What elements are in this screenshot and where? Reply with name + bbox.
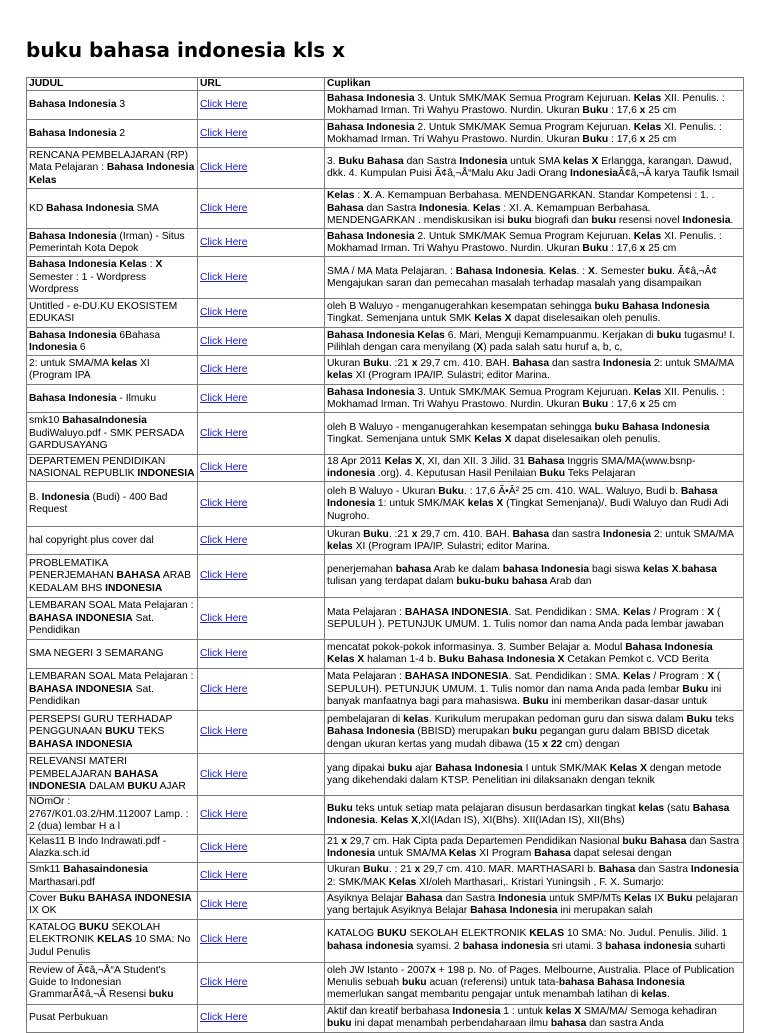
click-here-link[interactable]: Click Here (200, 1011, 248, 1023)
row-snippet: Bahasa Indonesia 2. Untuk SMK/MAK Semua Program Kejuruan. Kelas XI. Penulis. : Mokhamad Irman. Tri Wahyu Prastowo. Nurdin. Ukuran Buku : 17,6 x 25 cm (325, 229, 744, 257)
row-url (198, 640, 325, 669)
row-url (198, 555, 325, 598)
table-row (27, 834, 744, 862)
row-snippet: Ukuran Buku. :21 x 29,7 cm. 410. BAH. Bahasa dan sastra Indonesia 2: untuk SMA/MA kelas XI (Program IPA/IP. Sulastri; editor Marina. (325, 356, 744, 385)
row-url (198, 527, 325, 555)
row-url (198, 229, 325, 257)
click-here-link[interactable]: Click Here (200, 462, 248, 474)
row-url (198, 598, 325, 640)
row-title: SMA NEGERI 3 SEMARANG (27, 640, 198, 669)
click-here-link[interactable]: Click Here (200, 570, 248, 582)
click-here-link[interactable]: Click Here (200, 392, 248, 404)
row-title: Smk11 Bahasaindonesia Marthasari.pdf (27, 862, 198, 891)
row-title: Review of Ã¢â‚¬Å“A Student's Guide to Indonesian GrammarÃ¢â‚¬Â Resensi buku (27, 962, 198, 1004)
row-snippet: 3. Buku Bahasa dan Sastra Indonesia untuk SMA kelas X Erlangga, karangan. Dawud, dkk. 4. Kumpulan Puisi Ã¢â‚¬Å“Malu Aku Jadi Orang IndonesiaÃ¢â‚¬Â karya Taufik Ismail (325, 148, 744, 189)
row-title: NOmOr : 2767/K01.03.2/HM.112007 Lamp. : 2 (dua) lembar H a l (27, 796, 198, 834)
click-here-link[interactable]: Click Here (200, 127, 248, 139)
row-snippet: Buku teks untuk setiap mata pelajaran disusun berdasarkan tingkat kelas (satu Bahasa Indonesia. Kelas X,XI(IAdan IS), XI(Bhs). XII(IAdan IS), XII(Bhs) (325, 796, 744, 834)
row-url (198, 299, 325, 328)
table-row (27, 328, 744, 356)
row-snippet: Ukuran Buku. :21 x 29,7 cm. 410. BAH. Bahasa dan sastra Indonesia 2: untuk SMA/MA kelas XI (Program IPA/IP. Sulastri; editor Marina. (325, 527, 744, 555)
row-snippet: Asyiknya Belajar Bahasa dan Sastra Indonesia untuk SMP/MTs Kelas IX Buku pelajaran yang bertajuk Asyiknya Belajar Bahasa Indonesia ini merupakan salah (325, 891, 744, 919)
click-here-link[interactable]: Click Here (200, 768, 248, 780)
click-here-link[interactable]: Click Here (200, 870, 248, 882)
row-snippet: Bahasa Indonesia Kelas 6. Mari, Menguji Kemampuanmu. Kerjakan di buku tugasmu! I. Pilihlah dengan cara menyilang (X) pada salah satu huruf a, b, c, (325, 328, 744, 356)
table-row (27, 413, 744, 455)
table-row (27, 1004, 744, 1032)
row-title: PROBLEMATIKA PENERJEMAHAN BAHASA ARAB KEDALAM BHS INDONESIA (27, 555, 198, 598)
click-here-link[interactable]: Click Here (200, 202, 248, 214)
row-title: Bahasa Indonesia 6Bahasa Indonesia 6 (27, 328, 198, 356)
table-row (27, 862, 744, 891)
table-row (27, 796, 744, 834)
row-snippet: Aktif dan kreatif berbahasa Indonesia 1 : untuk kelas X SMA/MA/ Semoga kehadiran buku ini dapat menambah perbendaharaan ilmu bahasa dan sastra Anda (325, 1004, 744, 1032)
row-title: Kelas11 B Indo Indrawati.pdf - Alazka.sch.id (27, 834, 198, 862)
row-url (198, 891, 325, 919)
row-title: Bahasa Indonesia 2 (27, 120, 198, 148)
row-url (198, 834, 325, 862)
row-snippet: oleh B Waluyo - menganugerahkan kesempatan sehingga buku Bahasa Indonesia Tingkat. Semenjana untuk SMK Kelas X dapat diselesaikan oleh penulis. (325, 299, 744, 328)
row-snippet: Ukuran Buku. : 21 x 29,7 cm. 410. MAR. MARTHASARI b. Bahasa dan Sastra Indonesia 2: SMK/MAK Kelas XI/oleh Marthasari,. Kristari Yuningsih , F. X. Sumarjo: (325, 862, 744, 891)
table-row (27, 919, 744, 962)
row-url (198, 91, 325, 120)
table-row (27, 482, 744, 527)
table-row (27, 669, 744, 711)
row-url (198, 711, 325, 754)
row-url (198, 455, 325, 482)
click-here-link[interactable]: Click Here (200, 976, 248, 988)
click-here-link[interactable]: Click Here (200, 364, 248, 376)
click-here-link[interactable]: Click Here (200, 934, 248, 946)
row-snippet: 21 x 29,7 cm. Hak Cipta pada Departemen Pendidikan Nasional buku Bahasa dan Sastra Indonesia untuk SMA/MA Kelas XI Program Bahasa dapat selesai dengan (325, 834, 744, 862)
click-here-link[interactable]: Click Here (200, 427, 248, 439)
row-url (198, 189, 325, 229)
click-here-link[interactable]: Click Here (200, 307, 248, 319)
row-title: hal copyright plus cover dal (27, 527, 198, 555)
row-snippet: Bahasa Indonesia 2. Untuk SMK/MAK Semua Program Kejuruan. Kelas XI. Penulis. : Mokhamad Irman. Tri Wahyu Prastowo. Nurdin. Ukuran Buku : 17,6 x 25 cm (325, 120, 744, 148)
row-title: Bahasa Indonesia Kelas : X Semester : 1 - Wordpress Wordpress (27, 257, 198, 299)
row-snippet: yang dipakai buku ajar Bahasa Indonesia I untuk SMK/MAK Kelas X dengan metode yang dikehendaki dalam KTSP. Penelitian ini dilaksanakn dengan teknik (325, 754, 744, 796)
row-snippet: oleh JW Istanto - 2007x + 198 p. No. of Pages. Melbourne, Australia. Place of Publication Menulis sebuah buku acuan (referensi) untuk tata-bahasa Bahasa Indonesia memerlukan sangat membantu pengajar untuk menambah latihan di kelas. (325, 962, 744, 1004)
table-row (27, 555, 744, 598)
header-row (27, 78, 744, 91)
table-row (27, 356, 744, 385)
table-row (27, 754, 744, 796)
row-url (198, 796, 325, 834)
table-row (27, 711, 744, 754)
row-title: PERSEPSI GURU TERHADAP PENGGUNAAN BUKU TEKS BAHASA INDONESIA (27, 711, 198, 754)
click-here-link[interactable]: Click Here (200, 808, 248, 820)
row-title: LEMBARAN SOAL Mata Pelajaran : BAHASA INDONESIA Sat. Pendidikan (27, 598, 198, 640)
row-snippet: Mata Pelajaran : BAHASA INDONESIA. Sat. Pendidikan : SMA. Kelas / Program : X ( SEPULUH). PETUNJUK UMUM. 1. Tulis nomor dan nama Anda pada lembar Buku ini banyak manfaatnya bagi para mahasiswa. Buku ini memberikan dasar-dasar untuk (325, 669, 744, 711)
row-snippet: Kelas : X. A. Kemampuan Berbahasa. MENDENGARKAN. Standar Kompetensi : 1. . Bahasa dan Sastra Indonesia. Kelas : XI. A. Kemampuan Berbahasa. MENDENGARKAN . mendiskusikan isi buku biografi dan buku resensi novel Indonesia. (325, 189, 744, 229)
table-row (27, 299, 744, 328)
row-snippet: KATALOG BUKU SEKOLAH ELEKTRONIK KELAS 10 SMA: No. Judul. Penulis. Jilid. 1 bahasa indonesia syamsi. 2 bahasa indonesia sri utami. 3 bahasa indonesia suharti (325, 919, 744, 962)
row-snippet: pembelajaran di kelas. Kurikulum merupakan pedoman guru dan siswa dalam Buku teks Bahasa Indonesia (BBISD) merupakan buku pegangan guru dalam BBISD dicetak dengan ukuran kertas yang mudah dibawa (15 x 22 cm) dengan (325, 711, 744, 754)
click-here-link[interactable]: Click Here (200, 236, 248, 248)
table-row (27, 962, 744, 1004)
row-title: KATALOG BUKU SEKOLAH ELEKTRONIK KELAS 10 SMA: No Judul Penulis (27, 919, 198, 962)
table-row (27, 120, 744, 148)
row-url (198, 120, 325, 148)
row-snippet: penerjemahan bahasa Arab ke dalam bahasa Indonesia bagi siswa kelas X.bahasa tulisan yang terdapat dalam buku-buku bahasa Arab dan (325, 555, 744, 598)
row-url (198, 328, 325, 356)
row-url (198, 754, 325, 796)
row-snippet: Bahasa Indonesia 3. Untuk SMK/MAK Semua Program Kejuruan. Kelas XII. Penulis. : Mokhamad Irman. Tri Wahyu Prastowo. Nurdin. Ukuran Buku : 17,6 x 25 cm (325, 91, 744, 120)
row-url (198, 919, 325, 962)
row-url (198, 413, 325, 455)
row-snippet: Mata Pelajaran : BAHASA INDONESIA. Sat. Pendidikan : SMA. Kelas / Program : X ( SEPULUH ). PETUNJUK UMUM. 1. Tulis nomor dan nama Anda pada lembar jawaban (325, 598, 744, 640)
row-url (198, 862, 325, 891)
table-row (27, 148, 744, 189)
click-here-link[interactable]: Click Here (200, 498, 248, 510)
click-here-link[interactable]: Click Here (200, 162, 248, 174)
click-here-link[interactable]: Click Here (200, 612, 248, 624)
row-title: Cover Buku BAHASA INDONESIA IX OK (27, 891, 198, 919)
table-row (27, 257, 744, 299)
row-title: 2: untuk SMA/MA kelas XI (Program IPA (27, 356, 198, 385)
row-url (198, 385, 325, 413)
table-row (27, 229, 744, 257)
click-here-link[interactable]: Click Here (200, 841, 248, 853)
click-here-link[interactable]: Click Here (200, 534, 248, 546)
row-title: DEPARTEMEN PENDIDIKAN NASIONAL REPUBLIK INDONESIA (27, 455, 198, 482)
table-body (27, 91, 744, 1032)
row-title: Untitled - e-DU.KU EKOSISTEM EDUKASI (27, 299, 198, 328)
row-url (198, 257, 325, 299)
table-row (27, 527, 744, 555)
table-row (27, 891, 744, 919)
row-url (198, 148, 325, 189)
row-snippet: SMA / MA Mata Pelajaran. : Bahasa Indonesia. Kelas. : X. Semester buku. Ã¢â‚¬Â¢ Mengajukan saran dan pemecahan masalah terhadap masalah yang disampaikan (325, 257, 744, 299)
page-title: buku bahasa indonesia kls x (26, 38, 346, 62)
click-here-link[interactable]: Click Here (200, 271, 248, 283)
table-row (27, 189, 744, 229)
click-here-link[interactable]: Click Here (200, 726, 248, 738)
header-url: URL (198, 78, 325, 91)
row-url (198, 356, 325, 385)
row-title: smk10 BahasaIndonesia BudiWaluyo.pdf - SMK PERSADA GARDUSAYANG (27, 413, 198, 455)
row-snippet: mencatat pokok-pokok informasinya. 3. Sumber Belajar a. Modul Bahasa Indonesia Kelas X halaman 1-4 b. Buku Bahasa Indonesia X Cetakan Pemkot c. VCD Berita (325, 640, 744, 669)
table-row (27, 640, 744, 669)
row-title: KD Bahasa Indonesia SMA (27, 189, 198, 229)
row-title: RELEVANSI MATERI PEMBELAJARAN BAHASA INDONESIA DALAM BUKU AJAR (27, 754, 198, 796)
row-snippet: Bahasa Indonesia 3. Untuk SMK/MAK Semua Program Kejuruan. Kelas XII. Penulis. : Mokhamad Irman. Tri Wahyu Prastowo. Nurdin. Ukuran Buku : 17,6 x 25 cm (325, 385, 744, 413)
row-snippet: oleh B Waluyo - menganugerahkan kesempatan sehingga buku Bahasa Indonesia Tingkat. Semenjana untuk SMK Kelas X dapat diselesaikan oleh penulis. (325, 413, 744, 455)
table-row (27, 598, 744, 640)
results-table (26, 77, 744, 1033)
table-row (27, 455, 744, 482)
header-cuplikan: Cuplikan (325, 78, 744, 91)
row-snippet: 18 Apr 2011 Kelas X, XI, dan XII. 3 Jilid. 31 Bahasa Inggris SMA/MA(www.bsnp-indonesia .org). 4. Keputusan Hasil Penilaian Buku Teks Pelajaran (325, 455, 744, 482)
row-title: LEMBARAN SOAL Mata Pelajaran : BAHASA INDONESIA Sat. Pendidikan (27, 669, 198, 711)
click-here-link[interactable]: Click Here (200, 898, 248, 910)
row-title: B. Indonesia (Budi) - 400 Bad Request (27, 482, 198, 527)
row-title: Pusat Perbukuan (27, 1004, 198, 1032)
row-url (198, 669, 325, 711)
click-here-link[interactable]: Click Here (200, 683, 248, 695)
row-title: Bahasa Indonesia 3 (27, 91, 198, 120)
results-table-container (26, 77, 743, 1033)
click-here-link[interactable]: Click Here (200, 335, 248, 347)
row-url (198, 1004, 325, 1032)
row-title: Bahasa Indonesia - Ilmuku (27, 385, 198, 413)
click-here-link[interactable]: Click Here (200, 648, 248, 660)
table-row (27, 385, 744, 413)
row-url (198, 962, 325, 1004)
row-url (198, 482, 325, 527)
header-judul: JUDUL (27, 78, 198, 91)
row-snippet: oleh B Waluyo - Ukuran Buku. : 17,6 Ã•Â² 25 cm. 410. WAL. Waluyo, Budi b. Bahasa Indonesia 1: untuk SMK/MAK kelas X (Tingkat Semenjana)/. Budi Waluyo dan Rudi Adi Nugroho. (325, 482, 744, 527)
row-title: Bahasa Indonesia (Irman) - Situs Pemerintah Kota Depok (27, 229, 198, 257)
click-here-link[interactable]: Click Here (200, 99, 248, 111)
row-title: RENCANA PEMBELAJARAN (RP) Mata Pelajaran : Bahasa Indonesia Kelas (27, 148, 198, 189)
table-row (27, 91, 744, 120)
